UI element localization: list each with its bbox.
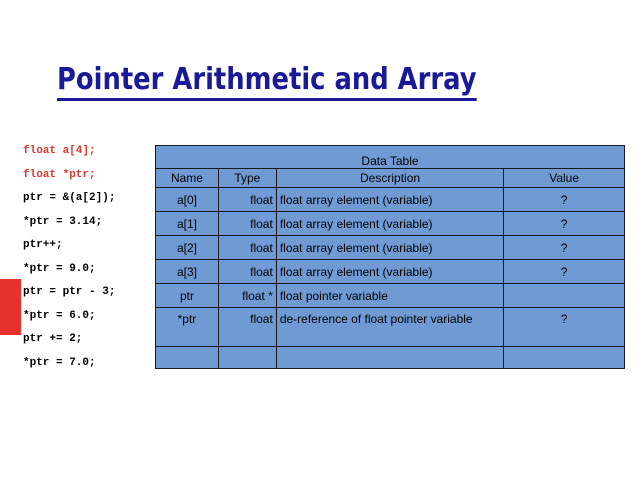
cell-name (156, 347, 219, 369)
cell-value: ? (504, 188, 625, 212)
cell-description: float array element (variable) (276, 212, 503, 236)
table-row (156, 347, 625, 369)
cell-value (504, 284, 625, 308)
code-line: *ptr = 6.0; (23, 309, 96, 322)
table-row (156, 212, 625, 236)
code-line: float a[4]; (23, 145, 96, 157)
table-row (156, 188, 625, 212)
header-description: Description (276, 169, 503, 188)
table-caption: Data Table (156, 146, 625, 169)
table-row (156, 284, 625, 308)
cell-value: ? (504, 308, 625, 347)
code-line: ptr += 2; (23, 333, 83, 345)
cell-value: ? (504, 260, 625, 284)
table-row (156, 308, 625, 347)
cell-description: float array element (variable) (276, 236, 503, 260)
cell-name: a[2] (156, 236, 219, 260)
cell-description (276, 347, 503, 369)
table-row (156, 260, 625, 284)
slide-title: Pointer Arithmetic and Array (57, 62, 477, 101)
cell-type: float (218, 212, 276, 236)
cell-description: float array element (variable) (276, 188, 503, 212)
header-type: Type (218, 169, 276, 188)
cell-name: a[0] (156, 188, 219, 212)
cell-name: a[1] (156, 212, 219, 236)
cell-type: float * (218, 284, 276, 308)
cell-description: float pointer variable (276, 284, 503, 308)
code-line: *ptr = 7.0; (23, 356, 96, 369)
cell-name: ptr (156, 284, 219, 308)
cell-description: de-reference of float pointer variable (276, 308, 503, 347)
header-value: Value (504, 169, 625, 188)
cell-description: float array element (variable) (276, 260, 503, 284)
cell-type: float (218, 188, 276, 212)
cell-name: *ptr (156, 308, 219, 347)
table-caption-row (156, 146, 625, 169)
header-name: Name (156, 169, 219, 188)
table-row (156, 236, 625, 260)
cell-value (504, 347, 625, 369)
code-line: ptr = ptr - 3; (23, 286, 116, 298)
code-line: *ptr = 3.14; (23, 215, 103, 228)
code-line: *ptr = 9.0; (23, 262, 96, 275)
code-line: float *ptr; (23, 168, 96, 181)
data-table (155, 145, 625, 369)
cell-value: ? (504, 236, 625, 260)
table-header-row (156, 169, 625, 188)
cell-name: a[3] (156, 260, 219, 284)
accent-bar (0, 279, 21, 335)
code-line: ptr++; (23, 239, 63, 251)
cell-value: ? (504, 212, 625, 236)
cell-type: float (218, 236, 276, 260)
code-line: ptr = &(a[2]); (23, 192, 116, 204)
code-listing (23, 140, 115, 375)
cell-type (218, 347, 276, 369)
cell-type: float (218, 260, 276, 284)
cell-type: float (218, 308, 276, 347)
